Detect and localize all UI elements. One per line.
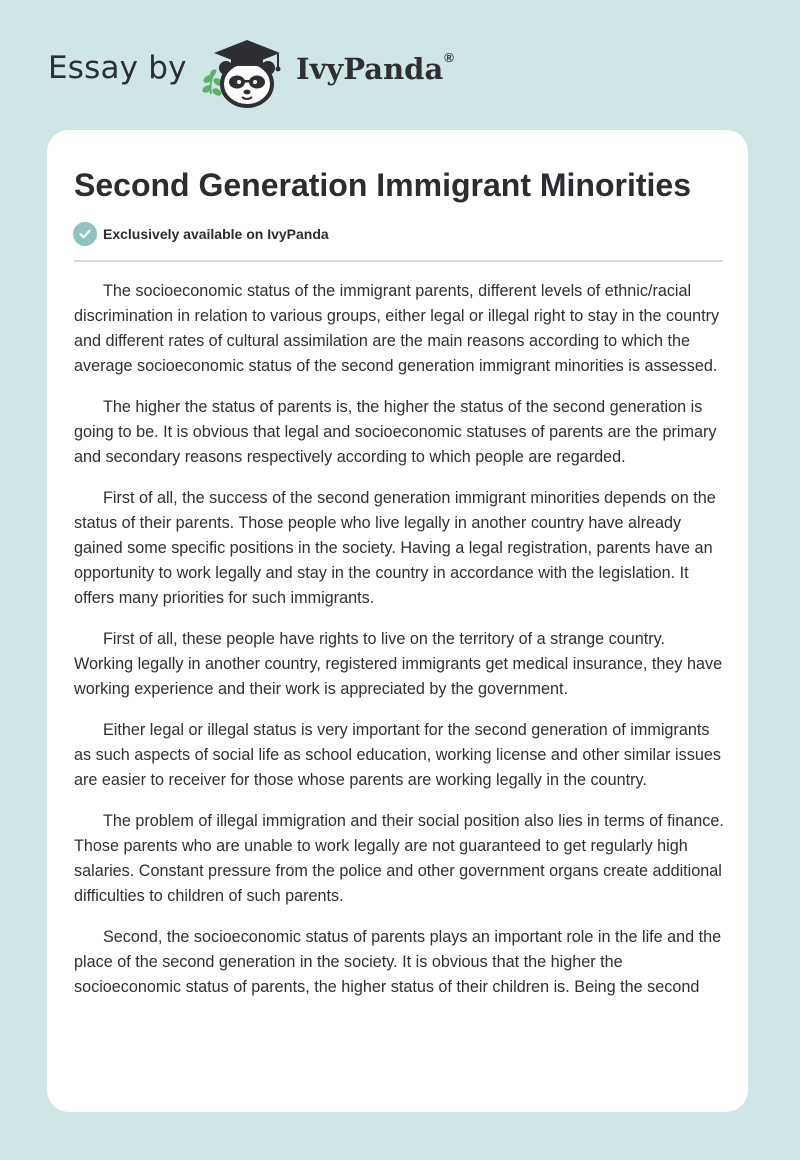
- paragraph: The problem of illegal immigration and their social position also lies in terms of finance. Those parents who are unable to work legally are not guaranteed to get regularly high salaries. Constant pressure from the police and other government organs create additional difficulties to children of such parents.: [74, 812, 724, 905]
- exclusive-label: Exclusively available on IvyPanda: [103, 226, 329, 242]
- panda-graduate-icon[interactable]: [198, 34, 294, 110]
- essay-body: [74, 279, 724, 1016]
- paragraph: First of all, these people have rights to live on the territory of a strange country. Working legally in another country, registered immigrants get medical insurance, they have working experience and their work is appreciated by the government.: [74, 630, 723, 698]
- site-header: [48, 30, 508, 110]
- essay-by-label: Essay by: [48, 50, 187, 86]
- paragraph: First of all, the success of the second generation immigrant minorities depends on the status of their parents. Those people who live legally in another country have already gained some specific positions in the society. Having a legal registration, parents have an opportunity to work legally and stay in the country in accordance with the legislation. It offers many priorities for such immigrants.: [74, 489, 716, 607]
- paragraph: Second, the socioeconomic status of parents plays an important role in the life and the place of the second generation in the society. It is obvious that the higher the socioeconomic status of parents, the higher status of their children is. Being the second: [74, 928, 722, 996]
- paragraph: Either legal or illegal status is very important for the second generation of immigrants as such aspects of social life as school education, working license and other similar issues are easier to receiver for those whose parents are working legally in the country.: [74, 721, 721, 789]
- brand-name[interactable]: [296, 52, 454, 86]
- page-title: Second Generation Immigrant Minorities: [74, 167, 691, 203]
- trademark-symbol: ®: [444, 50, 454, 66]
- brand-text: IvyPanda: [296, 52, 444, 86]
- paragraph: The higher the status of parents is, the higher the status of the second generation is going to be. It is obvious that legal and socioeconomic statuses of parents are the primary and secondary reasons respectively according to which people are regarded.: [74, 398, 717, 466]
- check-icon: [73, 222, 97, 246]
- divider: [74, 260, 723, 262]
- essay-card: [47, 130, 748, 1112]
- exclusive-badge: [73, 222, 329, 246]
- paragraph: The socioeconomic status of the immigrant parents, different levels of ethnic/racial discrimination in relation to various groups, either legal or illegal right to stay in the country and different rates of cultural assimilation are the main reasons according to which the average socioeconomic status of the second generation immigrant minorities is assessed.: [74, 282, 720, 375]
